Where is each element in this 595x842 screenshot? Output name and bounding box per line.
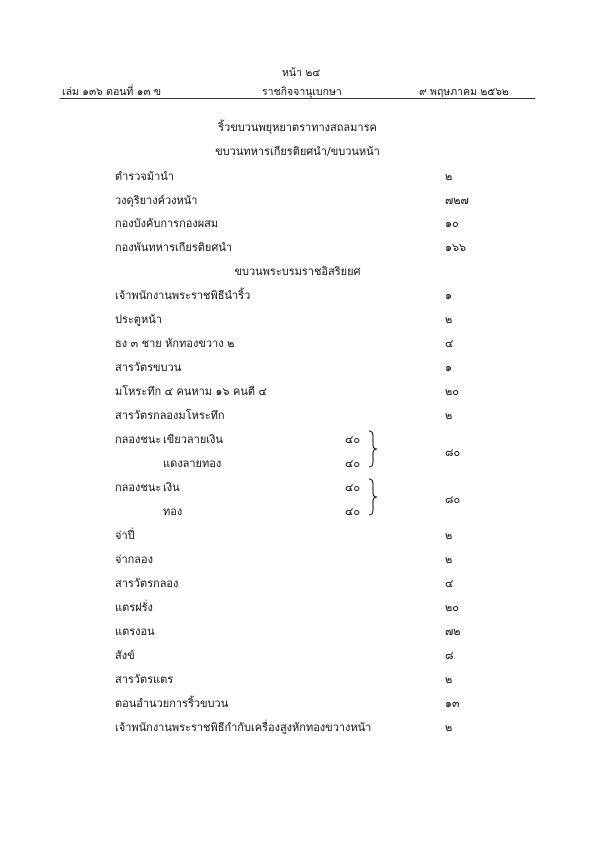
curly-brace-icon xyxy=(368,478,378,516)
list-item-value: ๒๐ xyxy=(445,385,459,398)
drum-sub-label: แดงลายทอง xyxy=(163,457,222,470)
list-item-value: ๔ xyxy=(445,337,454,350)
list-item-label: กองพันทหารเกียรติยศนำ xyxy=(115,241,233,254)
list-item-value: ๗๒๗ xyxy=(445,194,469,207)
list-item-label: กองบังคับการกองผสม xyxy=(115,217,219,230)
drum-sub-value: ๔๐ xyxy=(345,457,361,470)
list-item-label: ประตูหน้า xyxy=(115,313,162,326)
drum-sub-value: ๔๐ xyxy=(345,505,361,518)
list-item-label: ตำรวจม้านำ xyxy=(115,170,174,183)
list-item-label: เจ้าพนักงานพระราชพิธีนำริ้ว xyxy=(115,289,251,302)
list-item-value: ๑ xyxy=(445,361,452,374)
list-item-value: ๑๐ xyxy=(445,217,459,230)
drum-sub-label: เขียวลายเงิน xyxy=(163,433,223,446)
gazette-name: ราชกิจจานุเบกษา xyxy=(262,86,342,98)
curly-brace-icon xyxy=(368,430,378,468)
section-title-escort: ขบวนทหารเกียรติยศนำ/ขบวนหน้า xyxy=(215,145,380,158)
list-item-value: ๒ xyxy=(445,721,453,734)
list-item-label: สารวัตรกลองมโหระทึก xyxy=(115,409,225,422)
list-item-label: สังข์ xyxy=(115,649,135,662)
volume-info: เล่ม ๑๓๖ ตอนที่ ๑๓ ข xyxy=(62,86,162,98)
page-number: หน้า ๒๔ xyxy=(282,67,321,79)
list-item-value: ๗๒ xyxy=(445,625,461,638)
list-item-value: ๒๐ xyxy=(445,601,459,614)
list-item-value: ๑๖๖ xyxy=(445,241,466,254)
drum-sub-value: ๔๐ xyxy=(345,433,361,446)
section-title-royal: ขบวนพระบรมราชอิสริยยศ xyxy=(234,265,361,278)
list-item-value: ๑ xyxy=(445,289,452,302)
list-item-label: เจ้าพนักงานพระราชพิธีกำกับเครื่องสูงหักทองขวางหน้า xyxy=(115,721,372,734)
list-item-value: ๘ xyxy=(445,649,454,662)
list-item-value: ๑๓ xyxy=(445,697,460,710)
list-item-label: ตอนอำนวยการริ้วขบวน xyxy=(115,697,229,710)
list-item-value: ๒ xyxy=(445,313,453,326)
list-item-value: ๒ xyxy=(445,409,453,422)
list-item-value: ๒ xyxy=(445,553,453,566)
drum-group-label: กลองชนะ xyxy=(115,481,162,494)
list-item-value: ๒ xyxy=(445,673,453,686)
list-item-label: มโหระทึก ๔ คนหาม ๑๖ คนตี ๔ xyxy=(115,385,267,398)
drum-sub-label: เงิน xyxy=(163,481,180,494)
list-item-value: ๒ xyxy=(445,170,453,183)
issue-date: ๙ พฤษภาคม ๒๕๖๒ xyxy=(419,86,509,98)
list-item-value: ๔ xyxy=(445,577,454,590)
list-item-label: สารวัตรขบวน xyxy=(115,361,182,374)
drum-group-label: กลองชนะ xyxy=(115,433,162,446)
list-item-label: วงดุริยางค์วงหน้า xyxy=(115,194,198,207)
list-item-label: ธง ๓ ชาย หักทองขวาง ๒ xyxy=(115,337,235,350)
drum-group-total: ๘๐ xyxy=(445,493,461,506)
document-title: ริ้วขบวนพยุหยาตราทางสถลมารค xyxy=(218,121,377,134)
drum-sub-value: ๔๐ xyxy=(345,481,361,494)
list-item-label: แตรฝรั่ง xyxy=(115,601,153,614)
drum-group-total: ๘๐ xyxy=(445,446,461,459)
drum-sub-label: ทอง xyxy=(163,505,183,518)
list-item-label: จ่ากลอง xyxy=(115,553,154,566)
list-item-value: ๒ xyxy=(445,529,453,542)
header-rule xyxy=(60,98,535,99)
list-item-label: สารวัตรแตร xyxy=(115,673,174,686)
list-item-label: สารวัตรกลอง xyxy=(115,577,179,590)
list-item-label: จ่าปี่ xyxy=(115,529,135,542)
list-item-label: แตรงอน xyxy=(115,625,155,638)
